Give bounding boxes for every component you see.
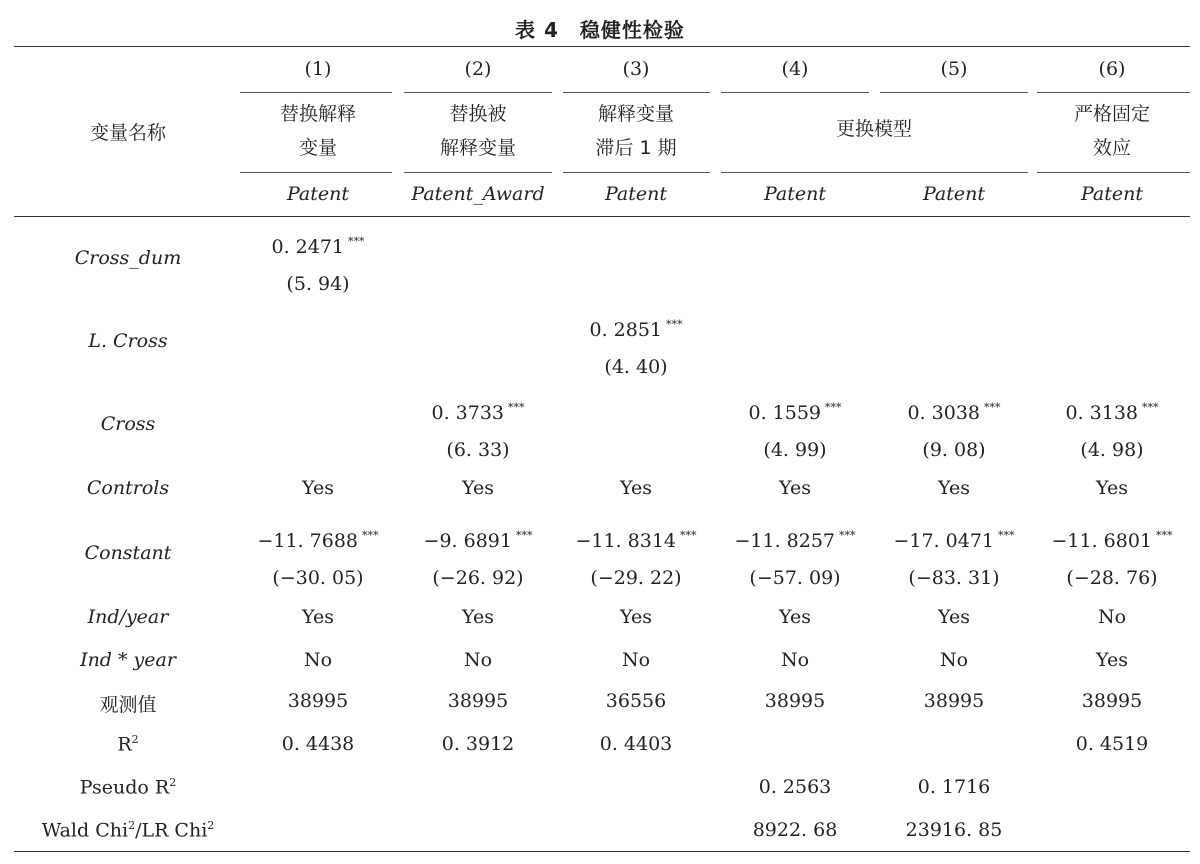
- t-statistic: (5. 94): [286, 273, 350, 295]
- col3-subrule-a: [563, 92, 710, 93]
- top-rule: [14, 46, 1190, 47]
- significance-stars: ***: [362, 529, 379, 542]
- coefficient-line: [431, 396, 524, 433]
- col2-subrule-a: [404, 92, 552, 93]
- significance-stars: ***: [680, 529, 697, 542]
- col-title-6-line2: 效应: [1092, 137, 1132, 159]
- cell-l-cross-col5: [952, 313, 956, 350]
- row-label-ind-year: Ind/year: [87, 606, 169, 628]
- col-title-1: [280, 97, 356, 165]
- dep-var-6: Patent: [1080, 183, 1144, 205]
- row-label-cross: Cross: [100, 413, 156, 435]
- cell-cross-col4: [748, 396, 841, 467]
- coefficient: −11. 8314: [575, 530, 677, 552]
- coefficient-line: [952, 230, 956, 267]
- cell-wald-col5: 23916. 85: [905, 819, 1003, 841]
- dep-var-4: Patent: [763, 183, 827, 205]
- col1-subrule-a: [240, 92, 392, 93]
- col-number-2: (2): [464, 58, 492, 80]
- coefficient-line: [793, 313, 797, 350]
- wald-label-sup-b: 2: [207, 819, 215, 832]
- row-label-constant: Constant: [84, 542, 172, 564]
- cell-ind-year-col1: Yes: [302, 606, 334, 628]
- cell-l-cross-col1: [316, 313, 320, 350]
- wald-label-a: Wald Chi: [41, 819, 129, 842]
- col3-subrule-b: [563, 172, 710, 173]
- cell-l-cross-col4: [793, 313, 797, 350]
- col-title-1-line1: 替换解释: [279, 103, 357, 125]
- significance-stars: ***: [348, 235, 365, 248]
- coefficient-line: [952, 313, 956, 350]
- cell-cross-dum-col3: [634, 230, 638, 267]
- pseudo-r2-label-text: Pseudo R: [79, 776, 170, 799]
- coefficient-line: [316, 313, 320, 350]
- cell-controls-col2: Yes: [462, 477, 494, 499]
- significance-stars: ***: [998, 529, 1015, 542]
- coefficient: −9. 6891: [423, 530, 512, 552]
- coefficient: −11. 6801: [1051, 530, 1153, 552]
- cell-pseudo-r2-col5: 0. 1716: [917, 776, 991, 798]
- cell-ind-x-year-col4: No: [780, 649, 810, 671]
- col-title-6-line1: 严格固定: [1073, 103, 1151, 125]
- cell-obs-col5: 38995: [923, 690, 985, 712]
- cell-ind-year-col5: Yes: [938, 606, 970, 628]
- col-number-3: (3): [622, 58, 650, 80]
- cell-ind-x-year-col3: No: [621, 649, 651, 671]
- bottom-rule: [14, 851, 1190, 852]
- coefficient-line: [893, 524, 1014, 561]
- coefficient-line: [907, 396, 1000, 433]
- col1-subrule-b: [240, 172, 392, 173]
- cell-controls-col4: Yes: [779, 477, 811, 499]
- significance-stars: ***: [508, 401, 525, 414]
- cell-cross-dum-col2: [476, 230, 480, 267]
- cell-r2-col6: 0. 4519: [1075, 733, 1149, 755]
- coefficient: 0. 2471: [271, 236, 345, 258]
- significance-stars: ***: [839, 529, 856, 542]
- coefficient-line: [589, 313, 682, 350]
- col-title-1-line2: 变量: [298, 137, 338, 159]
- cell-cross-col5: [907, 396, 1000, 467]
- col-title-2: [440, 97, 516, 165]
- table-title: 表 4 稳健性检验: [515, 18, 685, 42]
- t-statistic: (4. 40): [604, 356, 668, 378]
- coefficient: −17. 0471: [893, 530, 995, 552]
- coefficient: 0. 3733: [431, 402, 505, 424]
- cell-constant-col4: [734, 524, 855, 595]
- cell-ind-x-year-col6: Yes: [1096, 649, 1128, 671]
- col2-subrule-b: [404, 172, 552, 173]
- cell-controls-col5: Yes: [938, 477, 970, 499]
- cell-ind-year-col3: Yes: [620, 606, 652, 628]
- coefficient: 0. 1559: [748, 402, 822, 424]
- cell-controls-col1: Yes: [302, 477, 334, 499]
- cell-constant-col5: [893, 524, 1014, 595]
- row-label-controls: Controls: [86, 477, 170, 499]
- t-statistic: (−30. 05): [272, 567, 364, 589]
- dep-var-2: Patent_Award: [411, 183, 545, 205]
- col-number-5: (5): [940, 58, 968, 80]
- t-statistic: (9. 08): [922, 439, 986, 461]
- row-label-ind-x-year: Ind * year: [80, 649, 176, 671]
- col-title-45: 更换模型: [835, 118, 913, 140]
- coefficient-line: [316, 396, 320, 433]
- col-title-3: [595, 97, 676, 165]
- cell-cross-dum-col4: [793, 230, 797, 267]
- t-statistic: (−26. 92): [432, 567, 524, 589]
- t-statistic: (−83. 31): [908, 567, 1000, 589]
- cell-r2-col1: 0. 4438: [281, 733, 355, 755]
- cell-ind-year-col2: Yes: [462, 606, 494, 628]
- cell-controls-col6: Yes: [1096, 477, 1128, 499]
- coefficient-line: [634, 230, 638, 267]
- cell-constant-col3: [575, 524, 696, 595]
- header-bottom-rule: [14, 216, 1190, 217]
- cell-ind-year-col4: Yes: [779, 606, 811, 628]
- col-title-2-line2: 解释变量: [439, 137, 517, 159]
- cell-obs-col4: 38995: [764, 690, 826, 712]
- significance-stars: ***: [1156, 529, 1173, 542]
- coefficient-line: [575, 524, 696, 561]
- coefficient-line: [1110, 230, 1114, 267]
- wald-label-b: /LR Chi: [135, 819, 208, 842]
- cell-ind-x-year-col5: No: [939, 649, 969, 671]
- cell-cross-col2: [431, 396, 524, 467]
- col-number-6: (6): [1098, 58, 1126, 80]
- cell-ind-year-col6: No: [1097, 606, 1127, 628]
- dep-var-5: Patent: [922, 183, 986, 205]
- row-label-obs: 观测值: [99, 694, 157, 716]
- coefficient-line: [1051, 524, 1172, 561]
- significance-stars: ***: [1142, 401, 1159, 414]
- coefficient-line: [793, 230, 797, 267]
- col-title-2-line1: 替换被: [449, 103, 507, 125]
- significance-stars: ***: [984, 401, 1001, 414]
- coefficient-line: [424, 524, 533, 561]
- cell-cross-col6: [1065, 396, 1158, 467]
- significance-stars: ***: [515, 529, 533, 542]
- cell-constant-col2: [424, 524, 533, 595]
- cell-l-cross-col6: [1110, 313, 1114, 350]
- coefficient-line: [748, 396, 841, 433]
- cell-constant-col6: [1051, 524, 1172, 595]
- coefficient-line: [476, 230, 480, 267]
- coefficient: 0. 2851: [589, 319, 663, 341]
- row-label-r2: [0, 733, 256, 755]
- dep-var-1: Patent: [286, 183, 350, 205]
- coefficient-line: [734, 524, 855, 561]
- coefficient-line: [1065, 396, 1158, 433]
- row-label-wald: [0, 819, 256, 841]
- variable-name-header: 变量名称: [89, 122, 166, 144]
- cell-cross-dum-col6: [1110, 230, 1114, 267]
- cell-obs-col1: 38995: [287, 690, 349, 712]
- cell-pseudo-r2-col4: 0. 2563: [758, 776, 832, 798]
- cell-ind-x-year-col2: No: [463, 649, 493, 671]
- significance-stars: ***: [666, 318, 683, 331]
- coefficient-line: [634, 396, 638, 433]
- row-label-cross-dum: Cross_dum: [74, 247, 182, 269]
- coefficient-line: [271, 230, 364, 267]
- significance-stars: ***: [825, 401, 842, 414]
- cell-cross-col3: [634, 396, 638, 433]
- cell-cross-col1: [316, 396, 320, 433]
- col4-subrule-a: [721, 92, 869, 93]
- col-title-3-line1: 解释变量: [597, 103, 675, 125]
- col45-subrule-b: [721, 172, 1028, 173]
- cell-r2-col2: 0. 3912: [441, 733, 515, 755]
- cell-obs-col6: 38995: [1081, 690, 1143, 712]
- cell-obs-col3: 36556: [605, 690, 667, 712]
- row-label-l-cross: L. Cross: [88, 330, 168, 352]
- coefficient-line: [257, 524, 378, 561]
- pseudo-r2-label-sup: 2: [169, 776, 177, 789]
- coefficient-line: [476, 313, 480, 350]
- cell-ind-x-year-col1: No: [303, 649, 333, 671]
- col-title-6: [1074, 97, 1150, 165]
- coefficient: 0. 3038: [907, 402, 981, 424]
- coefficient: −11. 7688: [257, 530, 359, 552]
- cell-obs-col2: 38995: [447, 690, 509, 712]
- col5-subrule-a: [880, 92, 1028, 93]
- col-number-1: (1): [304, 58, 332, 80]
- cell-controls-col3: Yes: [620, 477, 652, 499]
- t-statistic: (4. 99): [763, 439, 827, 461]
- coefficient: −11. 8257: [734, 530, 836, 552]
- cell-wald-col4: 8922. 68: [752, 819, 838, 841]
- t-statistic: (−57. 09): [749, 567, 841, 589]
- cell-cross-dum-col5: [952, 230, 956, 267]
- r2-label-text: R: [117, 733, 132, 756]
- wald-label-sup-a: 2: [128, 819, 136, 832]
- cell-cross-dum-col1: [271, 230, 364, 301]
- cell-constant-col1: [257, 524, 378, 595]
- t-statistic: (6. 33): [446, 439, 510, 461]
- cell-l-cross-col2: [476, 313, 480, 350]
- col6-subrule-b: [1037, 172, 1190, 173]
- cell-r2-col3: 0. 4403: [599, 733, 673, 755]
- row-label-pseudo-r2: [0, 776, 256, 798]
- coefficient-line: [1110, 313, 1114, 350]
- col-number-4: (4): [781, 58, 809, 80]
- r2-label-sup: 2: [131, 733, 139, 746]
- dep-var-3: Patent: [604, 183, 668, 205]
- col6-subrule-a: [1037, 92, 1190, 93]
- col-title-3-line2: 滞后 1 期: [595, 137, 677, 159]
- t-statistic: (−28. 76): [1066, 567, 1158, 589]
- coefficient: 0. 3138: [1065, 402, 1139, 424]
- t-statistic: (4. 98): [1080, 439, 1144, 461]
- t-statistic: (−29. 22): [590, 567, 682, 589]
- cell-l-cross-col3: [589, 313, 682, 384]
